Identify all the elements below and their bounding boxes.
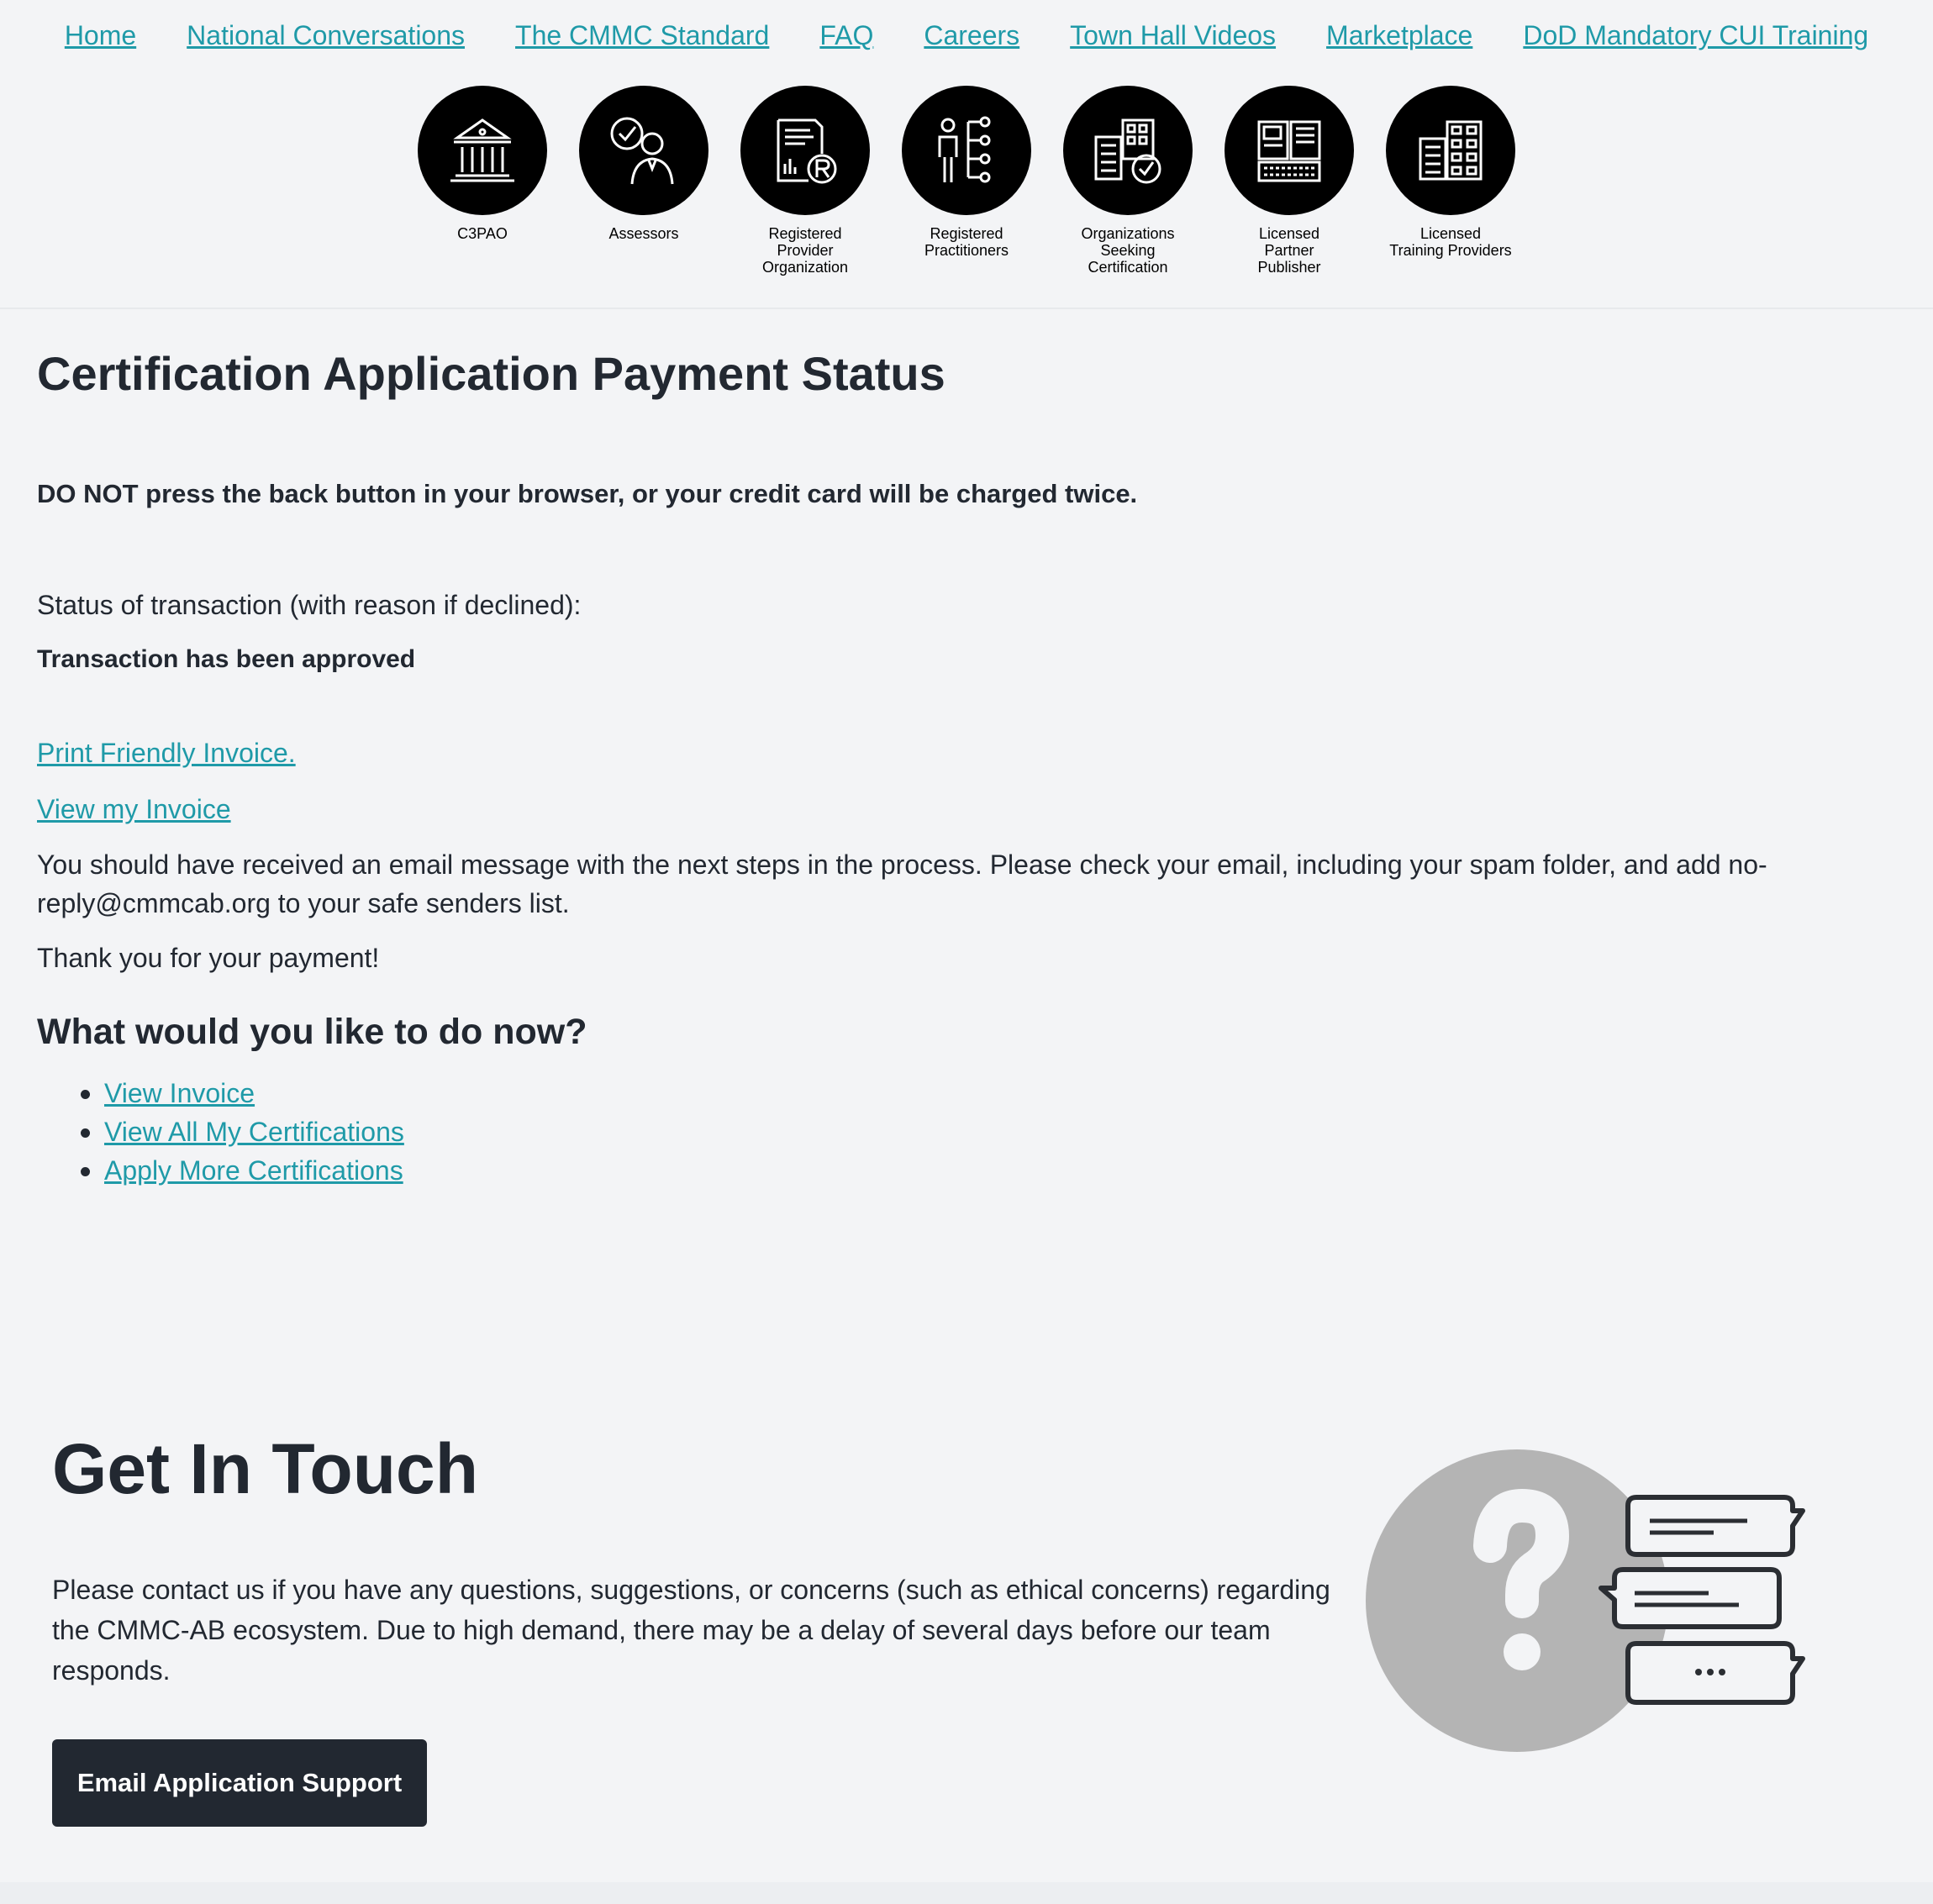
next-steps-heading: What would you like to do now? xyxy=(37,1012,587,1052)
role-rpo[interactable] xyxy=(741,86,869,276)
thank-you-message: Thank you for your payment! xyxy=(37,943,380,973)
role-icon-row xyxy=(0,86,1933,276)
next-steps-list xyxy=(37,1074,404,1190)
print-invoice-link[interactable]: Print Friendly Invoice. xyxy=(37,738,296,768)
office-buildings-icon xyxy=(1386,86,1515,215)
book-keyboard-icon xyxy=(1225,86,1354,215)
get-in-touch-text: Please contact us if you have any questions, suggestions, or concerns (such as ethical concerns) regarding the CMMC-AB ecosystem. Due to high demand, there may be a delay of several days before our team responds. xyxy=(52,1575,1330,1686)
nav-link-national-conversations[interactable]: National Conversations xyxy=(187,20,466,50)
view-my-invoice-link[interactable]: View my Invoice xyxy=(37,794,231,824)
role-label: Organizations Seeking Certification xyxy=(1081,225,1175,276)
nav-link-cui-training[interactable]: DoD Mandatory CUI Training xyxy=(1523,20,1869,50)
role-label: C3PAO xyxy=(457,225,508,242)
view-all-certifications-link[interactable]: View All My Certifications xyxy=(104,1117,404,1147)
role-label: Registered Provider Organization xyxy=(761,225,849,276)
page-title: Certification Application Payment Status xyxy=(37,347,945,400)
back-button-warning: DO NOT press the back button in your browser, or your credit card will be charged twice. xyxy=(37,479,1138,508)
footer-strip xyxy=(0,1882,1933,1904)
role-osc[interactable] xyxy=(1064,86,1192,276)
nav-link-cmmc-standard[interactable]: The CMMC Standard xyxy=(515,20,770,50)
role-label: Licensed Training Providers xyxy=(1389,225,1512,259)
apply-more-certifications-link[interactable]: Apply More Certifications xyxy=(104,1155,403,1186)
practitioner-network-icon xyxy=(902,86,1031,215)
building-check-icon xyxy=(1063,86,1193,215)
transaction-status-value: Transaction has been approved xyxy=(37,645,416,673)
role-label: Registered Practitioners xyxy=(924,225,1009,259)
list-item xyxy=(37,1074,404,1112)
get-in-touch-title: Get In Touch xyxy=(52,1429,479,1508)
nav-links xyxy=(0,20,1933,51)
question-chat-bubbles-icon xyxy=(1366,1445,1807,1756)
role-c3pao[interactable] xyxy=(419,86,546,276)
role-lpp[interactable] xyxy=(1225,86,1353,276)
transaction-status-label: Status of transaction (with reason if declined): xyxy=(37,590,582,620)
government-building-icon xyxy=(418,86,547,215)
top-navigation xyxy=(0,0,1933,309)
list-item xyxy=(37,1151,404,1190)
nav-link-marketplace[interactable]: Marketplace xyxy=(1326,20,1473,50)
role-assessors[interactable] xyxy=(580,86,708,276)
nav-link-town-hall-videos[interactable]: Town Hall Videos xyxy=(1070,20,1277,50)
role-label: Licensed Partner Publisher xyxy=(1257,225,1321,276)
registered-document-icon xyxy=(740,86,870,215)
email-application-support-button[interactable]: Email Application Support xyxy=(52,1739,427,1827)
role-label: Assessors xyxy=(608,225,679,242)
view-invoice-link[interactable]: View Invoice xyxy=(104,1078,255,1108)
role-ltp[interactable] xyxy=(1387,86,1514,276)
nav-link-faq[interactable]: FAQ xyxy=(819,20,874,50)
email-instructions: You should have received an email message with the next steps in the process. Please check your email, including your spam folder, and add no-reply@cmmcab.org to your safe senders list. xyxy=(37,849,1767,918)
nav-link-careers[interactable]: Careers xyxy=(924,20,1020,50)
assessor-person-icon xyxy=(579,86,708,215)
list-item xyxy=(37,1112,404,1151)
role-practitioners[interactable] xyxy=(903,86,1030,276)
nav-link-home[interactable]: Home xyxy=(64,20,137,50)
